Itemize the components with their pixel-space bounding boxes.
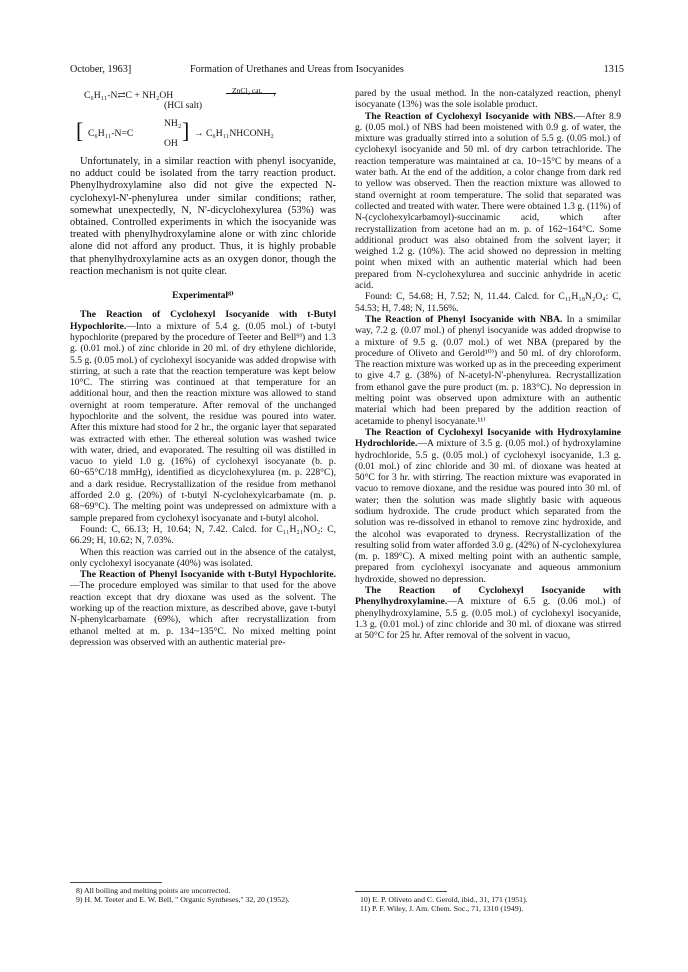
right-column [355, 88, 621, 642]
equation-2-right-bracket: ] [182, 118, 190, 143]
intro-paragraph: Unfortunately, in a similar reaction with phenyl isocyanide, no adduct could be isolated from the tarry reaction product. Phenylhydroxylamine also did not give the expected N-cyclohexyl-N'-phenylurea under similar conditions; rather, somewhat unexpectedly, N, N'-dicyclohexylurea (53%) was obtained. Controlled experiments in which the isocyanide was treated with phenylhydroxylamine alone or with zinc chloride alone did not afford any product. Thus, it is highly probable that phenylhydroxylamine acts as an oxygen donor, though the reaction mechanism is not quite clear. [70, 156, 336, 277]
exp-paragraph [70, 547, 336, 570]
exp-text: Found: C, 66.13; H, 10.64; N, 7.42. Calcd. for C₁₁H₂₁NO₂: C, 66.29; H, 10.62; N, 7.03%. [70, 523, 336, 547]
footnote-9: 9) H. M. Teeter and E. W. Bell, " Organic Syntheses," 32, 20 (1952). [76, 895, 290, 905]
footnotes-right [360, 895, 624, 913]
equation-1-salt: (HCl salt) [164, 100, 203, 111]
exp-text: —Into a mixture of 5.4 g. (0.05 mol.) of t-butyl hypochlorite (prepared by the procedure of Teeter and Bell⁹⁾) and 1.3 g. (0.01 mol.) of zinc chloride in 20 ml. of dry ethylene dichloride, 5.5 g. (0.05 mol.) of cyclohexyl isocyanide was added dropwise with stirring, at such a rate that the reaction temperature was kept below 10°C. The stirring was continued at that temperature for an additional hour, and then the reaction mixture was allowed to stand overnight at room temperature. After removal of the unchanged hypochlorite and the solvent, the residue was poured into water. After this mixture had stood for 2 hr., the organic layer that separated was extracted with ether. The ethereal solution was washed twice with water, dried, and evaporated. The resulting oil was distilled in vacuo to yield 1.0 g. (16%) of cyclohexyl isocyanate (b. p. 60~65°C/18 mmHg), identified as dicyclohexylurea (m. p. 228°C), and a dark residue. Recrystallization of the residue from methanol afforded 2.0 g. (20%) of t-butyl N-cyclohexylcarbamate (m. p. 68~69°C). The melting point was undepressed on admixture with a sample prepared from cyclohexyl isocyanate and t-butyl alcohol. [70, 320, 336, 524]
exp-text: —The procedure employed was similar to that used for the above reaction except that dry dioxane was used as the solvent. The working up of the reaction mixture, as described above, gave t-butyl N-phenylcarbamate (69%), which after recrystallization from ethanol melted at m. p. 134~135°C. No mixed melting point depression was observed with an authentic material pre- [70, 580, 336, 648]
exp-paragraph [355, 111, 621, 292]
exp-paragraph [355, 585, 621, 641]
exp-paragraph [70, 569, 336, 648]
exp-text: In a smimilar way, 7.2 g. (0.07 mol.) of phenyl isocyanide was added dropwise to a mixture of 9.5 g. (0.07 mol.) of wet NBA (prepared by the procedure of Oliveto and Gerold¹⁰⁾) and 50 ml. of dry chloroform. The reaction mixture was worked up as in the preceeding experiment to give 4.7 g. (38%) of N-acetyl-N'-phenylurea. Recrystallization from ethanol gave the pure product (m. p. 183°C). No depression in melting point was observed upon admixture with an authentic material which had been prepared by the addition reaction of acetamide to phenyl isocyanate.¹¹⁾ [355, 313, 621, 427]
exp-paragraph [355, 291, 621, 314]
equation-2 [70, 118, 336, 156]
equation-2-nh2: NH₂ [164, 118, 182, 129]
equation-2-intermediate: C₆H₁₁-N=C [88, 128, 134, 139]
running-header [70, 64, 624, 78]
exp-text: —A mixture of 3.5 g. (0.05 mol.) of hydroxylamine hydrochloride, 5.5 g. (0.05 mol.) of cyclohexyl isocyanide, 1.3 g. (0.01 mol.) of zinc chloride and 30 ml. of dioxane was heated at 50°C for 3 hr. with stirring. The reaction mixture was evaporated in vacuo to remove dioxane, and the residue was poured into 30 ml. of water; then the solution was made slightly basic with aqueous sodium hydroxide. The crude product which separated from the solution was re-dissolved in ethanol to remove zinc hydroxide, and the alcohol was evaporated to dryness. Recrystallization of the resulting solid from water afforded 3.0 g. (42%) of N-cyclohexylurea (m. p. 189°C). A mixed melting point with an authentic sample, prepared from cyclohexyl isocyanate and aqueous ammonium hydroxide, showed no depression. [355, 438, 621, 585]
page-number: 1315 [603, 64, 624, 75]
equation-1-catalyst: ZnCl₂ cat. [232, 86, 263, 95]
exp-title: The Reaction of Phenyl Isocyanide with NBA. [365, 313, 563, 325]
footnote-10: 10) E. P. Oliveto and C. Gerold, ibid., 31, 171 (1951). [360, 895, 528, 904]
equation-1-arrow [226, 93, 276, 94]
equation-1 [70, 88, 336, 118]
equation-1-arrowhead: › [273, 90, 276, 99]
footnote-8: 8) All boiling and melting points are uncorrected. [76, 886, 231, 895]
footnotes-left [76, 886, 336, 904]
exp-text: —A mixture of 6.5 g. (0.06 mol.) of phenylhydroxylamine, 5.5 g. (0.05 mol.) of cyclohexyl isocyanide, 1.3 g. (0.01 mol.) of zinc chloride and 30 ml. of dioxane was stirred at 50°C for 25 hr. After removal of the solvent in vacuo, [355, 596, 621, 642]
exp-paragraph [70, 309, 336, 524]
footnote-rule-left [70, 882, 162, 883]
exp-title: The Reaction of Cyclohexyl Isocyanide with Phenylhydroxylamine. [355, 585, 621, 608]
header-title: Formation of Urethanes and Ureas from Isocyanides [190, 64, 404, 75]
left-column [70, 88, 336, 648]
exp-paragraph [355, 427, 621, 585]
footnote-11: 11) P. F. Wiley, J. Am. Chem. Soc., 71, 1310 (1949). [360, 904, 524, 914]
exp-paragraph [355, 88, 621, 111]
footnote-rule-right [355, 891, 447, 892]
exp-text: pared by the usual method. In the non-catalyzed reaction, phenyl isocyanate (13%) was the sole isolable product. [355, 88, 621, 111]
equation-1-reactants: C₆H₁₁-N⇄C + NH₂OH [84, 90, 174, 101]
exp-paragraph [355, 314, 621, 427]
exp-title: The Reaction of Cyclohexyl Isocyanide with NBS. [365, 110, 576, 122]
exp-paragraph [70, 524, 336, 547]
exp-title: The Reaction of Cyclohexyl Isocyanide with Hydroxylamine Hydrochloride. [355, 426, 621, 450]
exp-title: The Reaction of Cyclohexyl Isocyanide with t-Butyl Hypochlorite. [70, 309, 336, 332]
exp-text: When this reaction was carried out in the absence of the catalyst, only cyclohexyl isocyanate (40%) was isolated. [70, 546, 336, 569]
exp-title: The Reaction of Phenyl Isocyanide with t-Butyl Hypochlorite. [80, 569, 336, 581]
experimental-heading: Experimental⁸⁾ [172, 290, 234, 302]
header-date: October, 1963] [70, 64, 132, 75]
exp-text: —After 8.9 g. (0.05 mol.) of NBS had been moistened with 0.9 g. of water, the mixture was gradually stirred into a solution of 5.5 g. (0.05 mol.) of cyclohexyl isocyanide and 50 ml. of dry carbon tetrachloride. The reaction temperature was maintained at ca. 10~15°C by means of a water bath. At the end of the addition, a color change from dark red to yellow was observed. Then the reaction mixture was allowed to stand overnight at room temperature. The solid that separated was collected and treated with water. There were obtained 1.3 g. (11%) of N-(cyclohexylcarbamoyl)-succinamic acid, which after recrystallization from acetone had an m. p. of 162~164°C. Some additional product was also obtained from the solvent layer; it weighed 1.2 g. (10%). The acid showed no depression in melting point when mixed with an authentic material which had been prepared from N-cyclohexylurea and succinic anhydride in acetic acid. [355, 110, 621, 292]
exp-text: Found: C, 54.68; H, 7.52; N, 11.44. Calcd. for C₁₁H₁₈N₂O₄: C, 54.53; H, 7.48; N, 11.56%. [355, 291, 621, 314]
equation-2-left-bracket: [ [76, 118, 84, 143]
equation-2-oh: OH [164, 138, 178, 149]
equation-2-product: → C₆H₁₁NHCONH₂ [194, 128, 274, 139]
